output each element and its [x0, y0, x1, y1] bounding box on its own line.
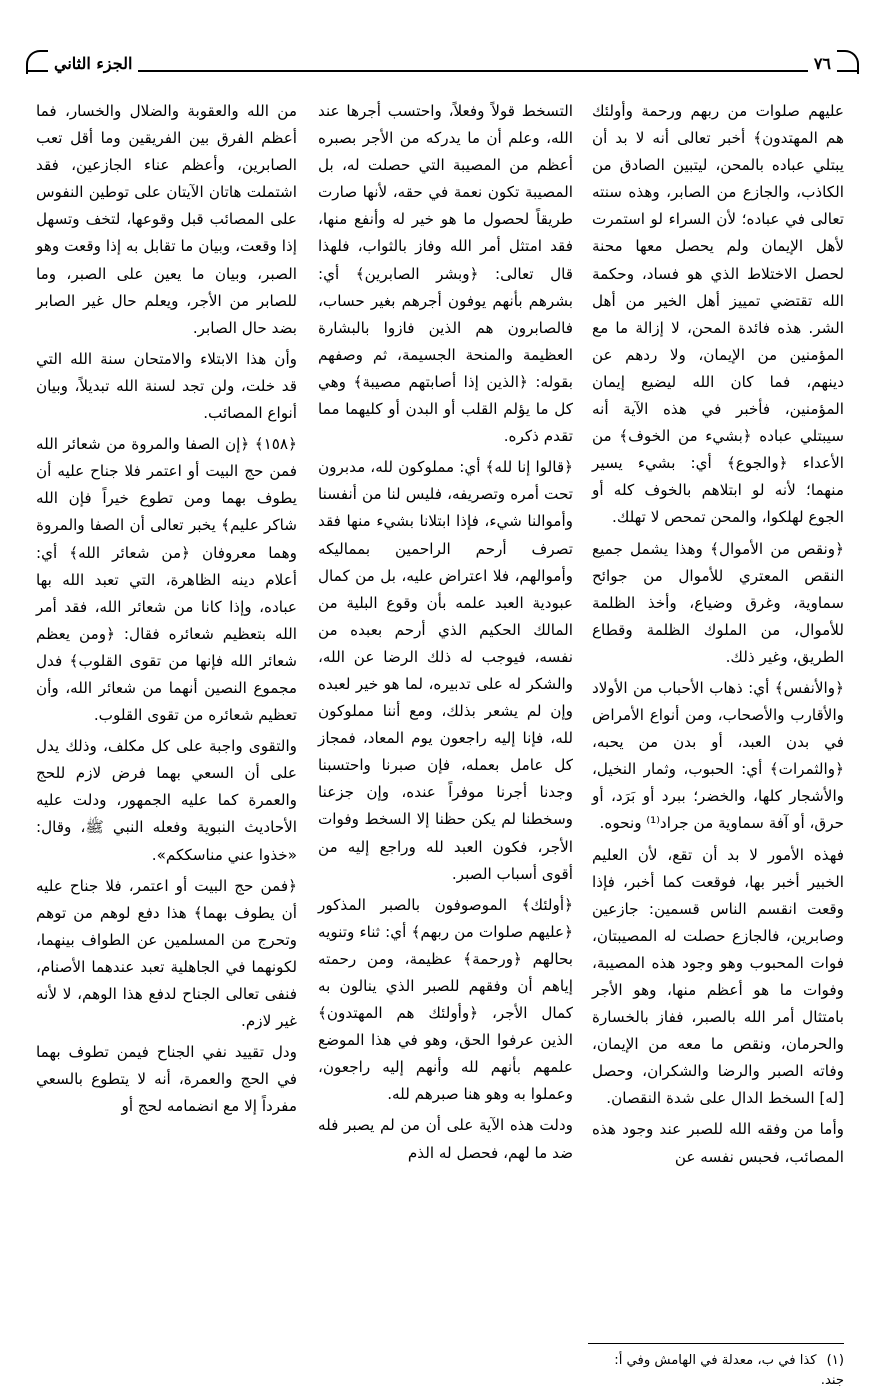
header-rule-left-cap: [26, 50, 48, 74]
paragraph: ﴿فمن حج البيت أو اعتمر، فلا جناح عليه أن يطوف بهما﴾ هذا دفع لوهم من توهم وتحرج من المسلمين عن الطواف بينهما، لكونهما في الجاهلية تعبد عندهما الأصنام، فنفى تعالى الجناح لدفع هذا الوهم، لا لأنه غير لازم.: [36, 876, 297, 1031]
header-rule-right-cap: [837, 50, 859, 74]
paragraph: ﴿ونقص من الأموال﴾ وهذا يشمل جميع النقص المعتري للأموال من جوائح سماوية، وغرق وضياع، وأخذ الظلمة للأموال، من الملوك الظلمة وقطاع الطريق، وغير ذلك.: [592, 539, 844, 666]
paragraph: ﴿والأنفس﴾ أي: ذهاب الأحباب من الأولاد والأقارب والأصحاب، ومن أنواع الأمراض في بدن العبد، أو بدن من يحبه، ﴿والثمرات﴾ أي: الحبوب، وثمار النخيل، والأشجار كلها، والخضر؛ ببرد أو بَرَد، أو حرق، أو آفة سماوية من جراد⁽¹⁾ ونحوه.: [592, 678, 844, 833]
volume-title: الجزء الثاني: [48, 55, 138, 73]
paragraph: عليهم صلوات من ربهم ورحمة وأولئك هم المهتدون﴾ أخبر تعالى أنه لا بد أن يبتلي عباده بالمحن، ليتبين الصادق من الكاذب، والجازع من الصابر، وهذه سنته تعالى في عباده؛ لأن السراء لو استمرت لأهل الإيمان ولم يحصل معها محنة لحصل الاختلاط الذي هو فساد، وحكمة الله تقتضي تمييز أهل الخير من أهل الشر. هذه فائدة المحن، لا إزالة ما مع المؤمنين من الإيمان، ولا ردهم عن دينهم، فما كان الله ليضيع إيمان المؤمنين، فأخبر في هذه الآية أنه سيبتلي عباده ﴿بشيء من الخوف﴾ من الأعداء ﴿والجوع﴾ أي: بشيء يسير منهما؛ لأنه لو ابتلاهم بالخوف كله أو الجوع لهلكوا، والمحن تمحص لا تهلك.: [592, 102, 844, 527]
header-rule: [26, 70, 859, 72]
paragraph: من الله والعقوبة والضلال والخسار، فما أعظم الفرق بين الفريقين وما أقل تعب الصابرين، وأعظم عناء الجازعين، فقد اشتملت هاتان الآيتان على توطين النفوس على المصائب قبل وقوعها، لتخف وتسهل إذا وقعت، وبيان ما تقابل به إذا وقعت وهو الصبر، وبيان ما يعين على الصبر، وما للصابر من الأجر، ويعلم حال غير الصابر بضد حال الصابر.: [36, 102, 297, 337]
footnote-text: كذا في ب، معدلة في الهامش وفي أ: جند.: [614, 1353, 844, 1388]
text-column-middle: [318, 98, 573, 1167]
paragraph: ودلت هذه الآية على أن من لم يصبر فله ضد ما لهم، فحصل له الذم: [318, 1116, 573, 1162]
paragraph: ﴿قالوا إنا لله﴾ أي: مملوكون لله، مدبرون تحت أمره وتصريفه، فليس لنا من أنفسنا وأموالنا شيء، فإذا ابتلانا بشيء منها فقد تصرف أرحم الراحمين بمماليكه وأموالهم، فلا اعتراض عليه، بل من كمال عبودية العبد علمه بأن وقوع البلية من المالك الحكيم الذي أرحم بعبده من نفسه، فيوجب له ذلك الرضا عن الله، والشكر له على تدبيره، لما هو خير لعبده وإن لم يشعر بذلك، ومع أننا مملوكون لله، فإنا إليه راجعون يوم المعاد، فمجاز كل عامل بعمله، فإن صبرنا واحتسبنا وجدنا أجرنا موفراً عنده، وإن جزعنا وسخطنا لم يكن حظنا إلا السخط وفوات الأجر، فكون العبد لله وراجع إليه من أقوى أسباب الصبر.: [318, 458, 573, 883]
paragraph: ﴿أولئك﴾ الموصوفون بالصبر المذكور ﴿عليهم صلوات من ربهم﴾ أي: ثناء وتنويه بحالهم ﴿ورحمة﴾ عظيمة، ومن رحمته إياهم أن وفقهم للصبر الذي ينالون به كمال الأجر، ﴿وأولئك هم المهتدون﴾ الذين عرفوا الحق، وهو في هذا الموضع علمهم بأنهم لله وأنهم إليه راجعون، وعملوا به وهو هنا صبرهم لله.: [318, 895, 573, 1104]
paragraph: ﴿١٥٨﴾ ﴿إن الصفا والمروة من شعائر الله فمن حج البيت أو اعتمر فلا جناح عليه أن يطوف بهما ومن تطوع خيراً فإن الله شاكر عليم﴾ يخبر تعالى أن الصفا والمروة وهما معروفان ﴿من شعائر الله﴾ أي: أعلام دينه الظاهرة، التي تعبد الله بها عباده، وإذا كانا من شعائر الله، فقد أمر الله بتعظيم شعائره فقال: ﴿ومن يعظم شعائر الله فإنها من تقوى القلوب﴾ فدل مجموع النصين أنهما من شعائر الله، وأن تعظيم شعائره من تقوى القلوب.: [36, 435, 297, 725]
footnote-rule: [588, 1343, 844, 1344]
paragraph: التسخط قولاً وفعلاً، واحتسب أجرها عند الله، وعلم أن ما يدركه من الأجر بصبره أعظم من المصيبة التي حصلت له، بل المصيبة تكون نعمة في حقه، لأنها صارت طريقاً لحصول ما هو خير له وأنفع منها، فقد امتثل أمر الله وفاز بالثواب، فلهذا قال تعالى: ﴿وبشر الصابرين﴾ أي: بشرهم بأنهم يوفون أجرهم بغير حساب، فالصابرون هم الذين فازوا بالبشارة العظيمة والمنحة الجسيمة، ثم وصفهم بقوله: ﴿الذين إذا أصابتهم مصيبة﴾ وهي كل ما يؤلم القلب أو البدن أو كليهما مما تقدم ذكره.: [318, 102, 573, 446]
paragraph: وأما من وفقه الله للصبر عند وجود هذه المصائب، فحبس نفسه عن: [592, 1120, 844, 1166]
page-number: ٧٦: [808, 55, 837, 73]
paragraph: فهذه الأمور لا بد أن تقع، لأن العليم الخبير أخبر بها، فوقعت كما أخبر، فإذا وقعت انقسم الناس قسمين: جازعين وصابرين، فالجازع حصلت له المصيبتان، فوات المحبوب وهو وجود هذه المصيبة، وفوات ما هو أعظم منها، وهو الأجر بامتثال أمر الله بالصبر، ففاز بالخسارة والحرمان، ونقص ما معه من الإيمان، وفاته الصبر والرضا والشكران، وحصل [له] السخط الدال على شدة النقصان.: [592, 845, 844, 1108]
paragraph: ودل تقييد نفي الجناح فيمن تطوف بهما في الحج والعمرة، أنه لا يتطوع بالسعي مفرداً إلا مع انضمامه لحج أو: [36, 1043, 297, 1116]
text-column-right: [592, 98, 844, 1171]
text-column-left: [36, 98, 297, 1120]
footnote-number: (١): [826, 1353, 844, 1368]
footnote: [588, 1351, 844, 1391]
paragraph: والتقوى واجبة على كل مكلف، وذلك يدل على أن السعي بهما فرض لازم للحج والعمرة كما عليه الجمهور، ودلت عليه الأحاديث النبوية وفعله النبي ﷺ، وقال: «خذوا عني مناسككم».: [36, 737, 297, 864]
paragraph: وأن هذا الابتلاء والامتحان سنة الله التي قد خلت، ولن تجد لسنة الله تبديلاً، وبيان أنواع المصائب.: [36, 349, 297, 423]
